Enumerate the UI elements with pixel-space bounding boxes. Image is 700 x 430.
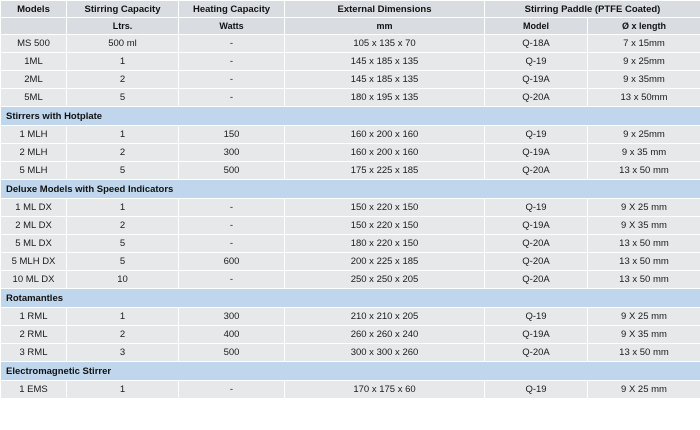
cell-paddle-size: 9 X 25 mm (588, 381, 700, 399)
cell-paddle-model: Q-19 (485, 381, 588, 399)
cell-external-dimensions: 210 x 210 x 205 (285, 308, 485, 326)
cell-paddle-model: Q-20A (485, 271, 588, 289)
cell-heating-capacity: 150 (179, 126, 285, 144)
subheader-unit-ltrs: Ltrs. (67, 18, 179, 35)
subheader-unit-mm: mm (285, 18, 485, 35)
cell-paddle-model: Q-20A (485, 253, 588, 271)
cell-heating-capacity: - (179, 235, 285, 253)
table-row (1, 271, 700, 289)
cell-model: 5 MLH DX (1, 253, 67, 271)
cell-model: 3 RML (1, 344, 67, 362)
cell-paddle-size: 9 X 25 mm (588, 199, 700, 217)
col-header-stirring-capacity: Stirring Capacity (67, 1, 179, 18)
subheader-paddle-size: Ø x length (588, 18, 700, 35)
cell-external-dimensions: 180 x 220 x 150 (285, 235, 485, 253)
cell-paddle-model: Q-19 (485, 53, 588, 71)
cell-external-dimensions: 200 x 225 x 185 (285, 253, 485, 271)
cell-model: 2 ML DX (1, 217, 67, 235)
cell-paddle-size: 7 x 15mm (588, 35, 700, 53)
cell-external-dimensions: 160 x 200 x 160 (285, 126, 485, 144)
cell-external-dimensions: 250 x 250 x 205 (285, 271, 485, 289)
table-row (1, 253, 700, 271)
cell-model: 2 MLH (1, 144, 67, 162)
cell-stirring-capacity: 1 (67, 199, 179, 217)
col-header-external-dimensions: External Dimensions (285, 1, 485, 18)
cell-model: 1 EMS (1, 381, 67, 399)
cell-paddle-size: 13 x 50 mm (588, 162, 700, 180)
subheader-paddle-model: Model (485, 18, 588, 35)
cell-heating-capacity: 300 (179, 308, 285, 326)
table-row (1, 35, 700, 53)
cell-external-dimensions: 260 x 260 x 240 (285, 326, 485, 344)
cell-heating-capacity: - (179, 89, 285, 107)
cell-paddle-model: Q-19A (485, 217, 588, 235)
cell-heating-capacity: - (179, 217, 285, 235)
cell-heating-capacity: 400 (179, 326, 285, 344)
cell-stirring-capacity: 10 (67, 271, 179, 289)
cell-paddle-model: Q-19 (485, 199, 588, 217)
cell-external-dimensions: 180 x 195 x 135 (285, 89, 485, 107)
cell-heating-capacity: - (179, 271, 285, 289)
subheader-row (1, 18, 700, 35)
table-row (1, 71, 700, 89)
cell-stirring-capacity: 1 (67, 53, 179, 71)
cell-paddle-size: 9 x 35mm (588, 71, 700, 89)
cell-stirring-capacity: 2 (67, 326, 179, 344)
col-header-stirring-paddle: Stirring Paddle (PTFE Coated) (485, 1, 700, 18)
table-row (1, 89, 700, 107)
cell-external-dimensions: 145 x 185 x 135 (285, 71, 485, 89)
cell-stirring-capacity: 1 (67, 381, 179, 399)
table-row (1, 326, 700, 344)
section-title: Electromagnetic Stirrer (1, 362, 700, 381)
cell-external-dimensions: 145 x 185 x 135 (285, 53, 485, 71)
col-header-models: Models (1, 1, 67, 18)
cell-paddle-model: Q-20A (485, 162, 588, 180)
cell-heating-capacity: - (179, 53, 285, 71)
header-row (1, 1, 700, 18)
section-header-row (1, 289, 700, 308)
section-title: Stirrers with Hotplate (1, 107, 700, 126)
cell-stirring-capacity: 5 (67, 253, 179, 271)
cell-paddle-model: Q-18A (485, 35, 588, 53)
cell-paddle-model: Q-19 (485, 308, 588, 326)
cell-paddle-size: 13 x 50 mm (588, 271, 700, 289)
section-header-row (1, 362, 700, 381)
section-title: Deluxe Models with Speed Indicators (1, 180, 700, 199)
cell-stirring-capacity: 500 ml (67, 35, 179, 53)
cell-model: 2ML (1, 71, 67, 89)
cell-heating-capacity: 500 (179, 344, 285, 362)
cell-stirring-capacity: 5 (67, 89, 179, 107)
cell-model: 1ML (1, 53, 67, 71)
cell-paddle-model: Q-20A (485, 235, 588, 253)
section-title: Rotamantles (1, 289, 700, 308)
cell-stirring-capacity: 5 (67, 162, 179, 180)
cell-paddle-size: 13 x 50 mm (588, 253, 700, 271)
cell-external-dimensions: 150 x 220 x 150 (285, 217, 485, 235)
cell-stirring-capacity: 5 (67, 235, 179, 253)
cell-heating-capacity: 500 (179, 162, 285, 180)
cell-model: 10 ML DX (1, 271, 67, 289)
table-row (1, 199, 700, 217)
cell-heating-capacity: 300 (179, 144, 285, 162)
cell-heating-capacity: - (179, 35, 285, 53)
cell-external-dimensions: 175 x 225 x 185 (285, 162, 485, 180)
cell-external-dimensions: 105 x 135 x 70 (285, 35, 485, 53)
cell-paddle-size: 9 X 35 mm (588, 217, 700, 235)
cell-model: 1 MLH (1, 126, 67, 144)
cell-stirring-capacity: 2 (67, 217, 179, 235)
cell-stirring-capacity: 2 (67, 71, 179, 89)
section-header-row (1, 180, 700, 199)
table-row (1, 144, 700, 162)
cell-external-dimensions: 170 x 175 x 60 (285, 381, 485, 399)
subheader-models (1, 18, 67, 35)
table-row (1, 126, 700, 144)
table-row (1, 344, 700, 362)
cell-model: 5ML (1, 89, 67, 107)
table-row (1, 235, 700, 253)
table-row (1, 308, 700, 326)
cell-model: 5 ML DX (1, 235, 67, 253)
table-body (1, 35, 700, 399)
cell-stirring-capacity: 3 (67, 344, 179, 362)
cell-paddle-size: 13 x 50 mm (588, 344, 700, 362)
cell-paddle-model: Q-20A (485, 344, 588, 362)
col-header-heating-capacity: Heating Capacity (179, 1, 285, 18)
cell-heating-capacity: - (179, 381, 285, 399)
cell-paddle-size: 9 x 25mm (588, 126, 700, 144)
cell-paddle-size: 9 x 25mm (588, 53, 700, 71)
cell-paddle-model: Q-20A (485, 89, 588, 107)
cell-heating-capacity: - (179, 71, 285, 89)
cell-stirring-capacity: 1 (67, 308, 179, 326)
cell-model: 2 RML (1, 326, 67, 344)
cell-model: MS 500 (1, 35, 67, 53)
cell-model: 1 RML (1, 308, 67, 326)
table-row (1, 162, 700, 180)
cell-paddle-model: Q-19A (485, 144, 588, 162)
cell-paddle-size: 13 x 50mm (588, 89, 700, 107)
cell-paddle-size: 9 X 35 mm (588, 326, 700, 344)
cell-model: 5 MLH (1, 162, 67, 180)
cell-paddle-size: 13 x 50 mm (588, 235, 700, 253)
cell-model: 1 ML DX (1, 199, 67, 217)
cell-paddle-model: Q-19A (485, 326, 588, 344)
cell-paddle-model: Q-19 (485, 126, 588, 144)
table-row (1, 53, 700, 71)
cell-heating-capacity: 600 (179, 253, 285, 271)
cell-stirring-capacity: 1 (67, 126, 179, 144)
cell-heating-capacity: - (179, 199, 285, 217)
cell-paddle-size: 9 x 35 mm (588, 144, 700, 162)
subheader-unit-watts: Watts (179, 18, 285, 35)
cell-stirring-capacity: 2 (67, 144, 179, 162)
cell-external-dimensions: 160 x 200 x 160 (285, 144, 485, 162)
section-header-row (1, 107, 700, 126)
cell-paddle-model: Q-19A (485, 71, 588, 89)
cell-paddle-size: 9 X 25 mm (588, 308, 700, 326)
table-row (1, 381, 700, 399)
cell-external-dimensions: 150 x 220 x 150 (285, 199, 485, 217)
table-row (1, 217, 700, 235)
cell-external-dimensions: 300 x 300 x 260 (285, 344, 485, 362)
